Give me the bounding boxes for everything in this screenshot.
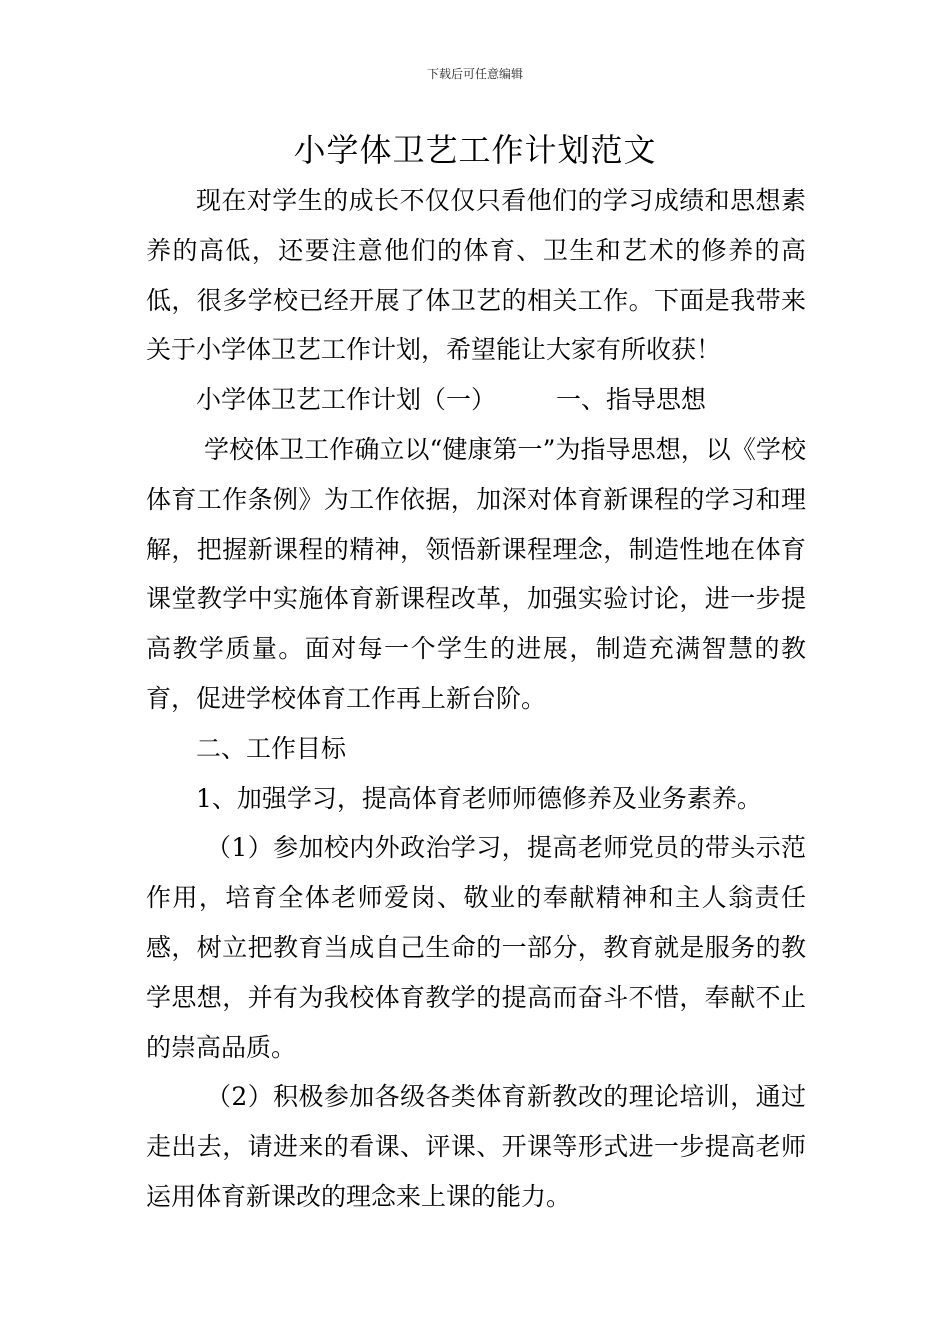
plan-heading: 小学体卫艺工作计划（一） <box>196 385 497 415</box>
header-note: 下载后可任意编辑 <box>426 67 523 81</box>
document-title: 小学体卫艺工作计划范文 <box>293 131 657 169</box>
section-2-heading: 二、工作目标 <box>196 733 347 763</box>
plan-heading-line <box>146 375 806 425</box>
section-1-paragraph: 学校体卫工作确立以“健康第一”为指导思想，以《学校体育工作条例》为工作依据，加深对体育新课程的学习和理解，把握新课程的精神，领悟新课程理念，制造性地在体育课堂教学中实施体育新课程改革，加强实验讨论，进一步提高教学质量。面对每一个学生的进展，制造充满智慧的教育，促进学校体育工作再上新台阶。 <box>146 434 806 713</box>
intro-paragraph: 现在对学生的成长不仅仅只看他们的学习成绩和思想素养的高低，还要注意他们的体育、卫生和艺术的修养的高低，很多学校已经开展了体卫艺的相关工作。下面是我带来关于小学体卫艺工作计划，希望能让大家有所收获！ <box>146 186 806 365</box>
section-1-heading: 一、指导思想 <box>556 385 707 415</box>
item-1-1: （1）参加校内外政治学习，提高老师党员的带头示范作用，培育全体老师爱岗、敬业的奉献精神和主人翁责任感，树立把教育当成自己生命的一部分，教育就是服务的教学思想，并有为我校体育教学的提高而奋斗不惜，奉献不止的崇高品质。 <box>146 833 806 1062</box>
item-1-2: （2）积极参加各级各类体育新教改的理论培训，通过走出去，请进来的看课、评课、开课等形式进一步提高老师运用体育新课改的理念来上课的能力。 <box>146 1082 806 1211</box>
item-1: 1、加强学习，提高体育老师师德修养及业务素养。 <box>196 783 762 813</box>
document-body <box>146 176 806 1222</box>
